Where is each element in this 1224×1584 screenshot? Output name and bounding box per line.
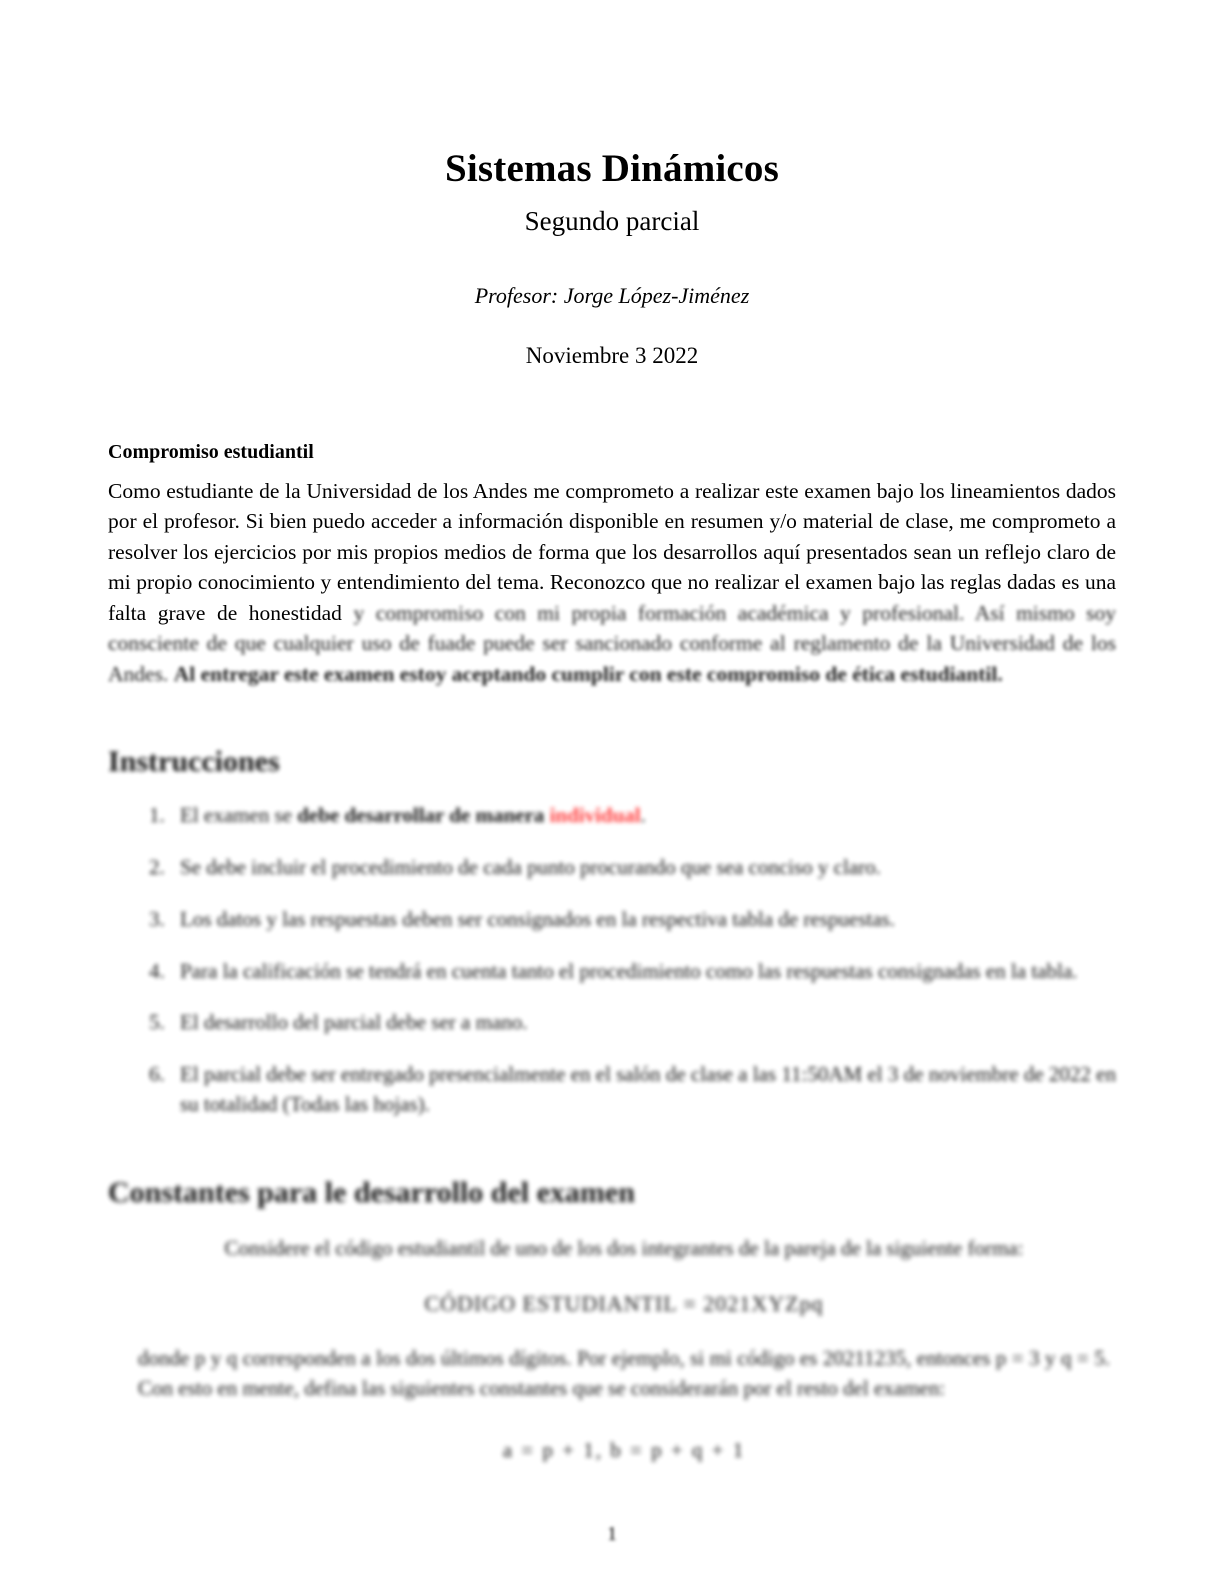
page-title: Sistemas Dinámicos xyxy=(444,147,779,190)
list-item xyxy=(170,1060,1116,1120)
instruction-2-text: Se debe incluir el procedimiento de cada punto procurando que sea conciso y claro. xyxy=(180,855,881,879)
constants-definitions: a = p + 1, b = p + q + 1 xyxy=(502,1437,746,1462)
commitment-paragraph xyxy=(108,476,1116,690)
commitment-heading: Compromiso estudiantil xyxy=(108,440,314,463)
list-item xyxy=(170,801,1116,831)
instruction-6-text: El parcial debe ser entregado presencialmente en el salón de clase a las 11:50AM el 3 de noviembre de 2022 en su totalidad (Todas las hojas). xyxy=(180,1062,1116,1117)
list-item xyxy=(170,853,1116,883)
list-item xyxy=(170,957,1116,987)
commitment-paragraph-visible: Como estudiante de la Universidad de los Andes me comprometo a realizar este examen bajo los lineamientos dados por el profesor. Si bien puedo acceder a información disponible en resumen y/o material de clase, me comprometo a resolver los ejercicios por mis propios medios de forma que los desarrollos aquí presentados sean un reflejo claro de mi propio conocimiento y entendimiento del tema. Reconozco que no realizar el examen bajo las reglas dadas es una falta grave de honestidad xyxy=(108,478,1116,625)
constants-body xyxy=(138,1236,1110,1463)
page-subtitle: Segundo parcial xyxy=(524,205,700,236)
commitment-paragraph-blurred-bold: Al entregar este examen estoy aceptando cumplir con este compromiso de ética estudiantil. xyxy=(173,661,1003,686)
instruction-1-prefix: El examen se xyxy=(180,803,298,828)
instruction-4-text: Para la calificación se tendrá en cuenta tanto el procedimiento como las respuestas consignadas en la tabla. xyxy=(180,958,1078,983)
instructions-title: Instrucciones xyxy=(108,745,280,779)
constants-title: Constantes para le desarrollo del examen xyxy=(108,1175,635,1209)
page-content xyxy=(108,0,1116,1463)
constants-intro: Considere el código estudiantil de uno de los dos integrantes de la pareja de la siguiente forma: xyxy=(224,1235,1024,1260)
page-number: 1 xyxy=(607,1523,617,1545)
instruction-1-red: individual xyxy=(549,803,641,828)
professor-line: Profesor: Jorge López-Jiménez xyxy=(474,282,750,308)
commitment-paragraph-blurred: y compromiso con mi propia formación académica y profesional. Así mismo soy consciente de que cualquier uso de fuade puede ser sancionado conforme al reglamento de la Universidad de los Andes. xyxy=(108,600,1117,686)
instruction-1-suffix: . xyxy=(640,803,646,828)
date-line: Noviembre 3 2022 xyxy=(525,342,699,368)
instruction-5-text: El desarrollo del parcial debe ser a mano. xyxy=(180,1010,528,1035)
instruction-1-bold: debe desarrollar de manera xyxy=(297,803,550,828)
instruction-3-text: Los datos y las respuestas deben ser consignados en la respectiva tabla de respuestas. xyxy=(180,906,895,931)
instructions-list xyxy=(108,801,1116,1120)
code-formula: CÓDIGO ESTUDIANTIL = 2021XYZpq xyxy=(424,1290,824,1316)
constants-explanation: donde p y q corresponden a los dos últimos dígitos. Por ejemplo, si mi código es 20211235, entonces p = 3 y q = 5. Con esto en mente, defina las siguientes constantes que se considerarán por el resto del examen: xyxy=(138,1345,1110,1401)
list-item xyxy=(170,1008,1116,1038)
list-item xyxy=(170,905,1116,935)
